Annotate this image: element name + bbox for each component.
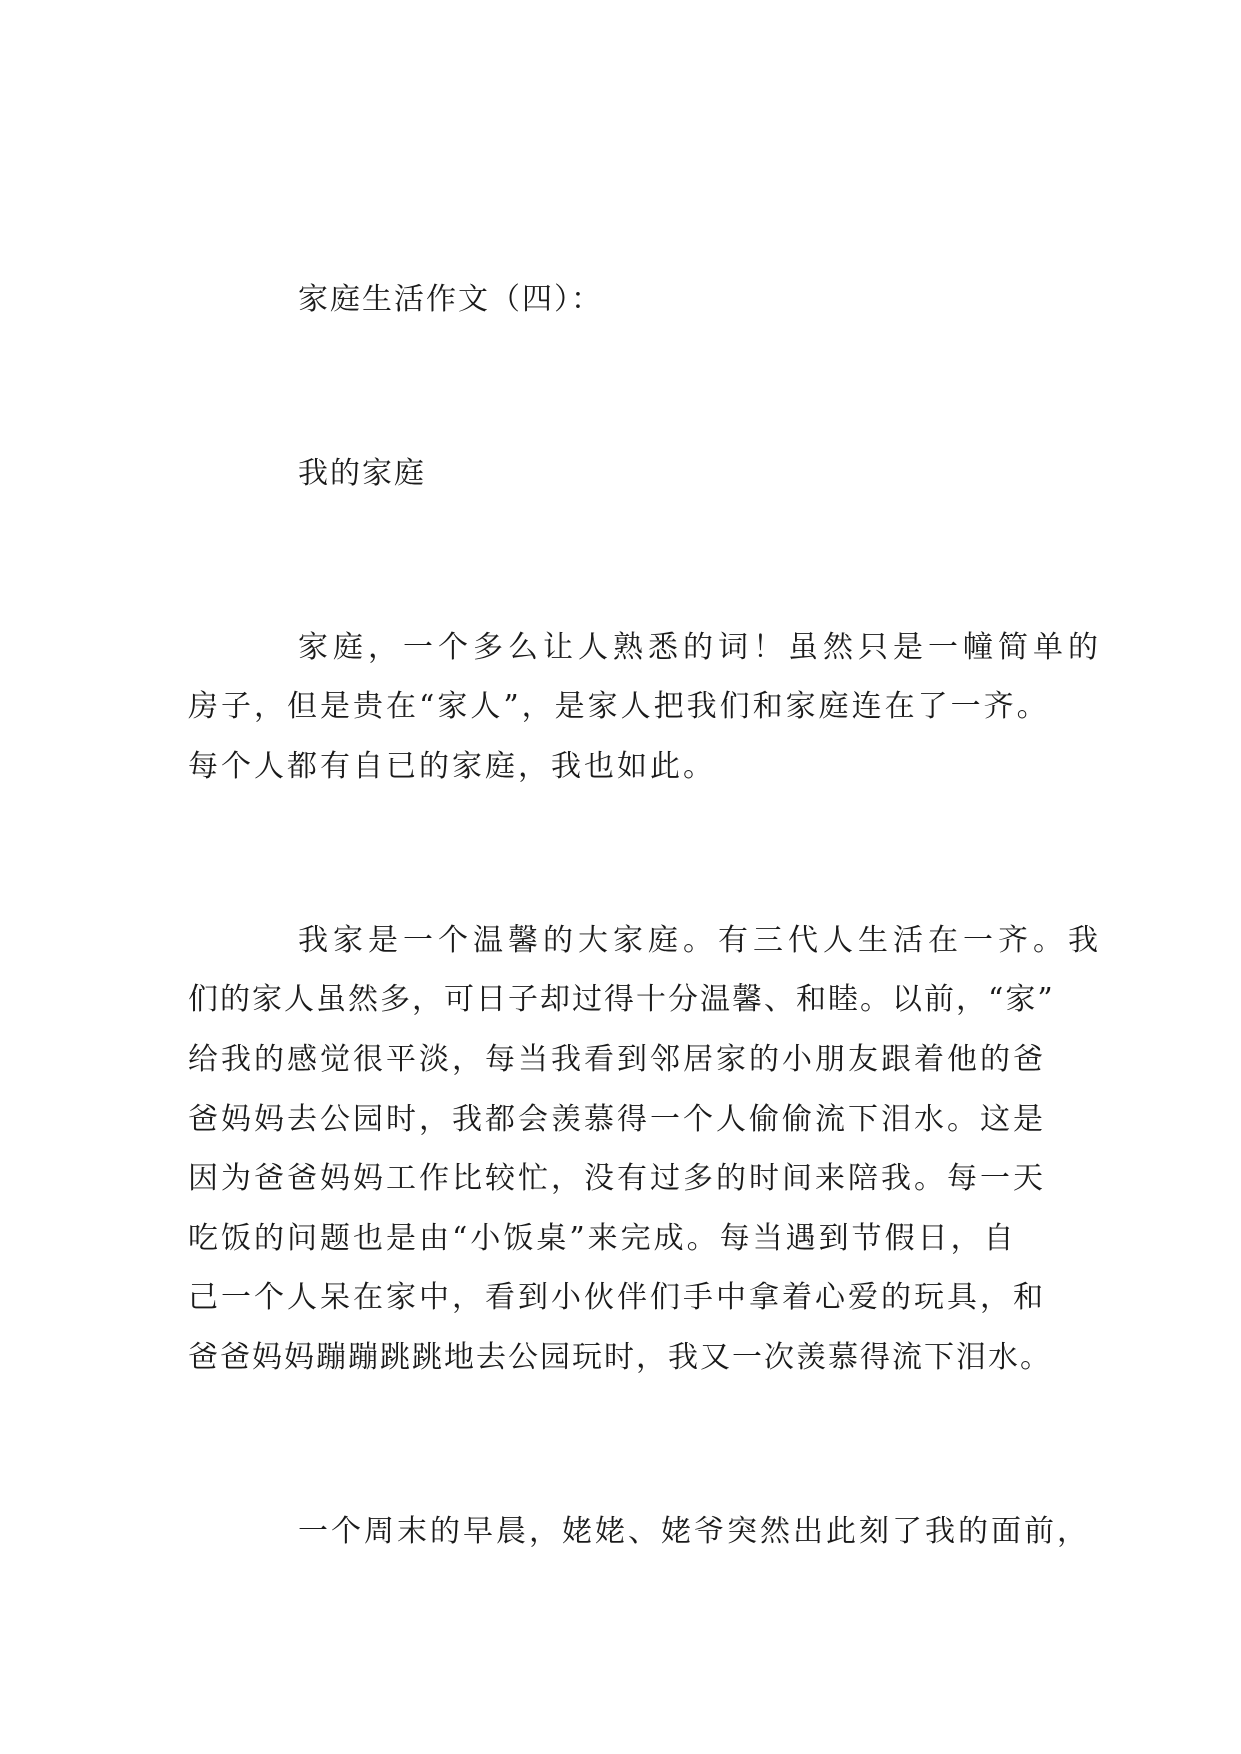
paragraph-line: 每个人都有自已的家庭，我也如此。 (188, 749, 716, 784)
essay-title: 我的家庭 (298, 456, 426, 491)
paragraph-line: 房子，但是贵在“家人”，是家人把我们和家庭连在了一齐。 (188, 689, 1050, 724)
paragraph-line: 我家是一个温馨的大家庭。有三代人生活在一齐。我 (298, 923, 1103, 958)
paragraph-line: 给我的感觉很平淡，每当我看到邻居家的小朋友跟着他的爸 (188, 1042, 1046, 1077)
paragraph-line: 一个周末的早晨，姥姥、姥爷突然出此刻了我的面前， (298, 1514, 1090, 1549)
section-title: 家庭生活作文（四）： (298, 282, 603, 317)
paragraph-line: 因为爸爸妈妈工作比较忙，没有过多的时间来陪我。每一天 (188, 1161, 1046, 1196)
paragraph-line: 爸爸妈妈蹦蹦跳跳地去公园玩时，我又一次羡慕得流下泪水。 (188, 1340, 1052, 1375)
paragraph-line: 家庭，一个多么让人熟悉的词！虽然只是一幢简单的 (298, 630, 1103, 665)
paragraph-line: 们的家人虽然多，可日子却过得十分温馨、和睦。以前，“家” (188, 982, 1055, 1017)
paragraph-line: 爸妈妈去公园时，我都会羡慕得一个人偷偷流下泪水。这是 (188, 1102, 1046, 1137)
paragraph-line: 己一个人呆在家中，看到小伙伴们手中拿着心爱的玩具，和 (188, 1280, 1046, 1315)
paragraph-line: 吃饭的问题也是由“小饭桌”来完成。每当遇到节假日，自 (188, 1221, 1017, 1256)
